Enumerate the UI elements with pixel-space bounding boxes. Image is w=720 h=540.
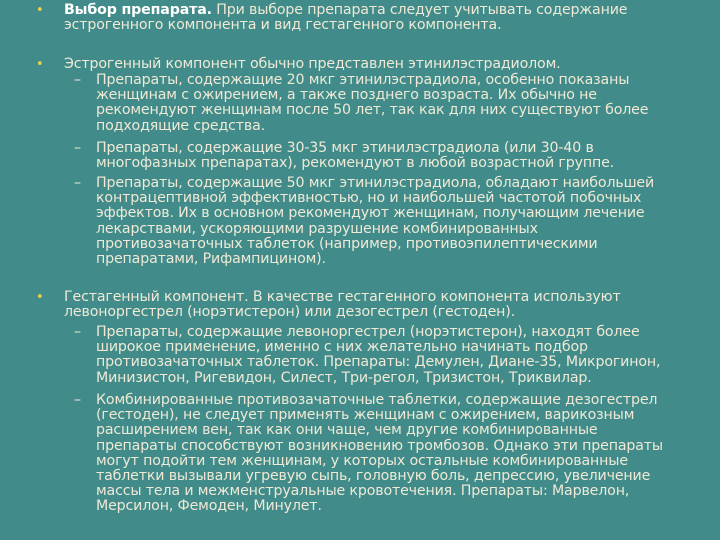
bullet-1-body: При выборе препарата следует учитывать содержание эстрогенного компонента и вид гестагенного компонента. [64,2,628,34]
bullet-2-subitem-3: Препараты, содержащие 50 мкг этинилэстрадиола, обладают наибольшей контрацептивной эффективностью, но и наибольшей частотой побочных эффектов. Их в основном рекомендуют женщинам, получающим лечение лекарствами, ускоряющими разрушение комбинированных противозачаточных таблеток (например, противоэпилептическими препаратами, Рифампицином). [96,175,655,268]
bullet-3-subitem-1: Препараты, содержащие левоноргестрел (норэтистерон), находят более широкое применение, именно с них желательно начинать подбор противозачаточных таблеток. Препараты: Демулен, Диане-35, Микрогинон, Минизистон, Ригевидон, Силест, Три-регол, Тризистон, Триквилар. [96,324,661,386]
sub-dash: – [74,392,82,408]
bullet-2-text: Эстрогенный компонент обычно представлен этинилэстрадиолом. [64,56,561,72]
bullet-marker: • [36,3,44,18]
bullet-marker: • [36,290,44,305]
bullet-2-subitem-2: Препараты, содержащие 30-35 мкг этинилэстрадиола (или 30-40 в многофазных препаратах), рекомендуют в любой возрастной группе. [96,140,615,172]
bullet-3-text: Гестагенный компонент. В качестве гестагенного компонента используют левоноргестрел (норэтистерон) или дезогестрел (гестоден). [64,289,621,321]
bullet-2-subitem-1: Препараты, содержащие 20 мкг этинилэстрадиола, особенно показаны женщинам с ожирением, а также позднего возраста. Их обычно не рекомендуют женщинам после 50 лет, так как для них существуют более подходящие средства. [96,72,649,134]
sub-dash: – [74,175,82,191]
bullet-1-text [64,3,676,33]
bullet-marker: • [36,57,44,72]
sub-dash: – [74,72,82,88]
bullet-1-title: Выбор препарата. [64,2,212,18]
bullet-3-subitem-2: Комбинированные противозачаточные таблетки, содержащие дезогестрел (гестоден), не следует применять женщинам с ожирением, варикозным расширением вен, так как они чаще, чем другие комбинированные препараты способствуют возникновению тромбозов. Однако эти препараты могут подойти тем женщинам, у которых остальные комбинированные таблетки вызывали угревую сыпь, головную боль, депрессию, увеличение массы тела и межменструальные кровотечения. Препараты: Марвелон, Мерсилон, Фемоден, Минулет. [96,392,663,515]
sub-dash: – [74,140,82,156]
sub-dash: – [74,324,82,340]
